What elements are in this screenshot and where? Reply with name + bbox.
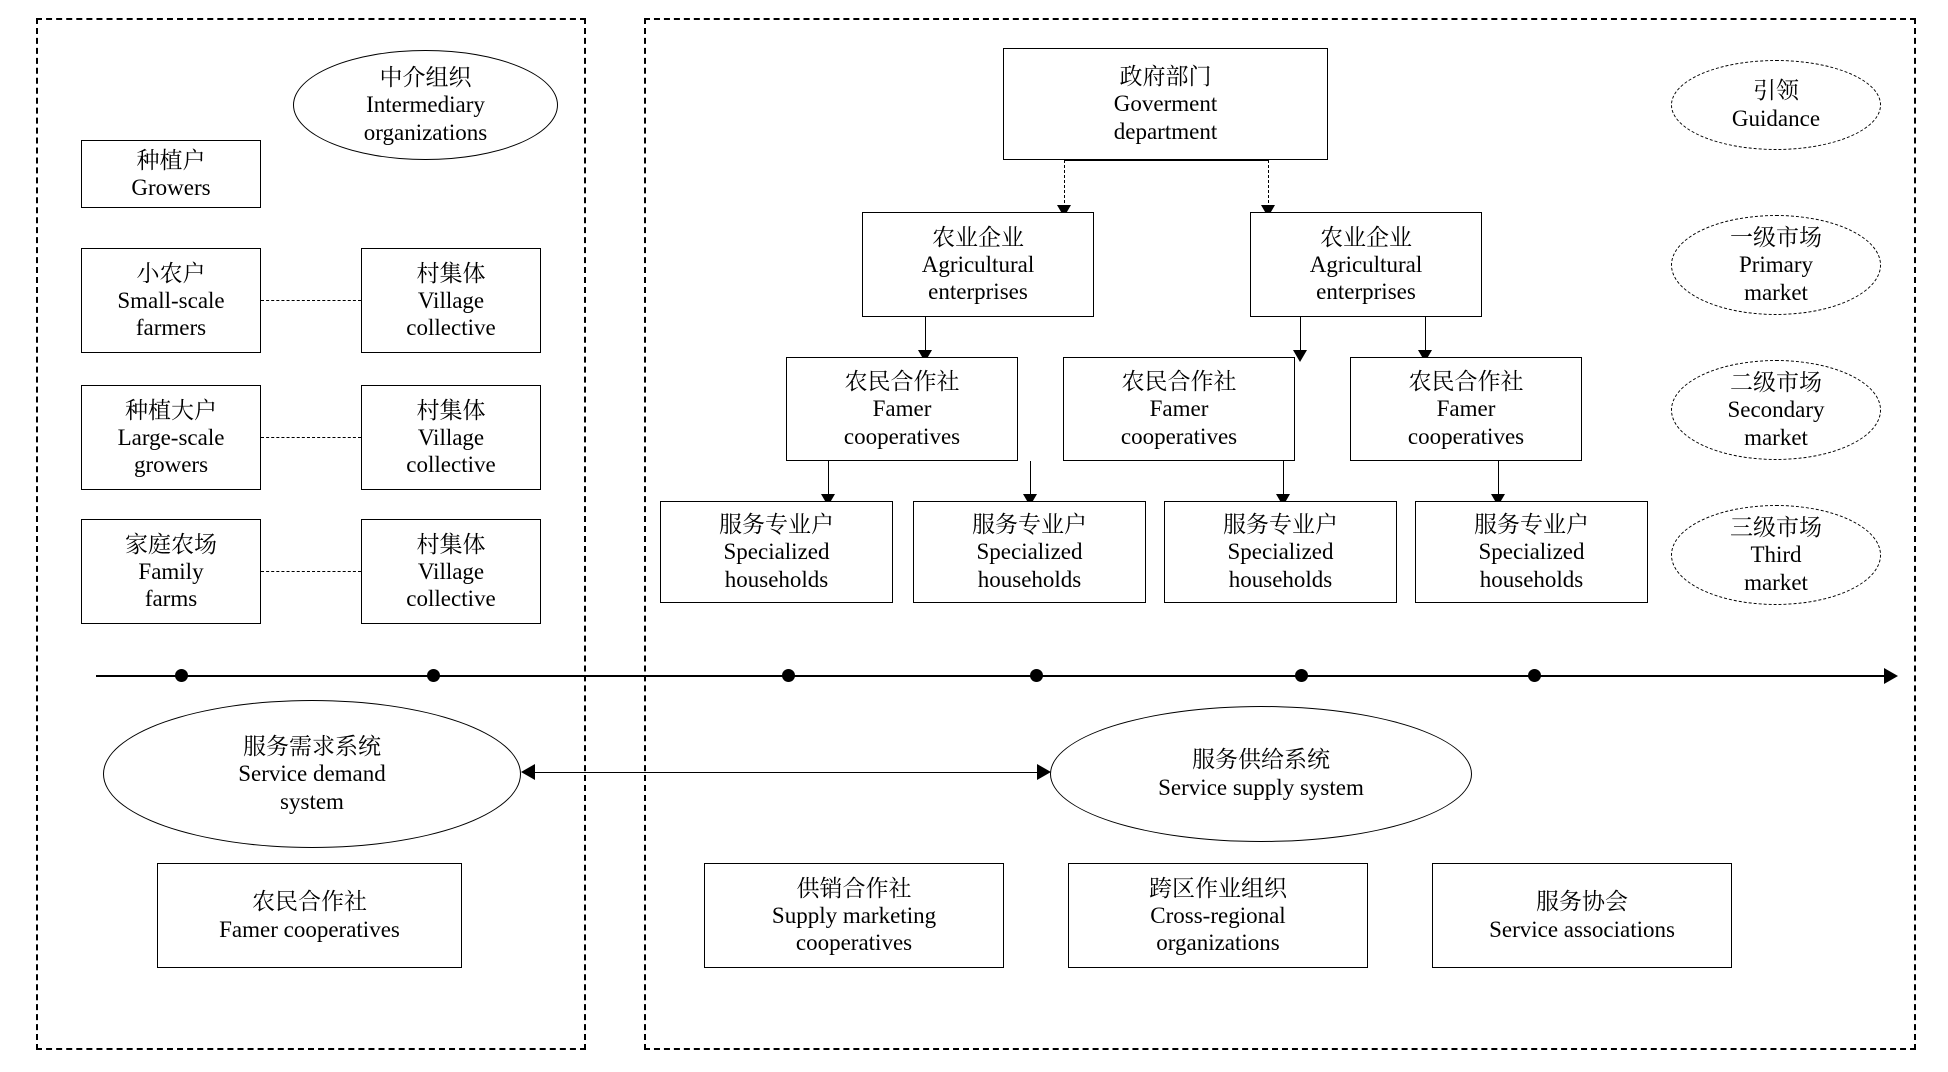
service-associations-en1: Service associations: [1489, 916, 1675, 942]
secondary-market-cn: 二级市场: [1730, 369, 1822, 395]
third-market-cn: 三级市场: [1730, 514, 1822, 540]
family-farms-en1: Family: [138, 558, 204, 584]
large-scale-growers-cn: 种植大户: [125, 397, 217, 423]
specialized-households-4-en2: households: [1479, 566, 1584, 592]
village-collective-2-node: [361, 385, 541, 490]
village-collective-1-cn: 村集体: [416, 260, 486, 286]
service-associations-node: [1432, 863, 1732, 968]
timeline-axis-arrow: [1884, 668, 1898, 684]
village-collective-3-node: [361, 519, 541, 624]
agricultural-enterprises-2-en1: Agricultural: [1309, 251, 1423, 277]
farmer-cooperatives-2-en2: cooperatives: [1120, 423, 1238, 449]
farmer-cooperatives-demand-node: [157, 863, 462, 968]
growers-en1: Growers: [131, 175, 211, 200]
farmer-cooperatives-1-cn: 农民合作社: [844, 369, 960, 395]
village-collective-1-en1: Village: [417, 287, 485, 313]
axis-dot-4: [1030, 669, 1043, 682]
family-farms-en2: farms: [144, 586, 198, 612]
growers-cn: 种植户: [136, 147, 206, 173]
specialized-households-2-en1: Specialized: [976, 539, 1083, 565]
small-scale-farmers-cn: 小农户: [136, 260, 206, 286]
service-supply-system-en1: Service supply system: [1158, 775, 1364, 800]
specialized-households-1-node: [660, 501, 893, 603]
family-farms-cn: 家庭农场: [125, 531, 217, 557]
agricultural-enterprises-2-cn: 农业企业: [1320, 224, 1412, 250]
demand-supply-connector: [533, 772, 1041, 773]
third-market-en1: Third: [1750, 542, 1802, 568]
guidance-cn: 引领: [1753, 78, 1799, 104]
axis-dot-3: [782, 669, 795, 682]
gov-to-enterprise-2-line: [1268, 160, 1269, 208]
specialized-households-1-en1: Specialized: [723, 539, 830, 565]
farmer-cooperatives-2-node: [1063, 357, 1295, 461]
primary-market-marker: [1671, 215, 1881, 315]
small-scale-farmers-en1: Small-scale: [117, 287, 225, 313]
specialized-households-3-en2: households: [1228, 566, 1333, 592]
service-demand-system-en1: Service demand: [238, 761, 386, 787]
agricultural-enterprises-1-en1: Agricultural: [921, 251, 1035, 277]
village-collective-3-cn: 村集体: [416, 531, 486, 557]
specialized-households-3-node: [1164, 501, 1397, 603]
cross-regional-organizations-cn: 跨区作业组织: [1149, 875, 1287, 901]
specialized-households-3-en1: Specialized: [1227, 539, 1334, 565]
specialized-households-4-en1: Specialized: [1478, 539, 1585, 565]
farmer-cooperatives-3-en1: Famer: [1436, 396, 1496, 422]
village-collective-1-en2: collective: [406, 315, 496, 341]
farmer-cooperatives-demand-cn: 农民合作社: [252, 889, 367, 915]
primary-market-en1: Primary: [1738, 252, 1814, 278]
farmer-cooperatives-demand-en1: Famer cooperatives: [219, 916, 400, 942]
agricultural-enterprises-1-en2: enterprises: [928, 279, 1028, 305]
intermediary-organizations-en1: Intermediary: [366, 92, 485, 118]
supply-marketing-cooperatives-node: [704, 863, 1004, 968]
large-scale-growers-en1: Large-scale: [117, 424, 225, 450]
farmer-cooperatives-1-en2: cooperatives: [843, 423, 961, 449]
specialized-households-2-node: [913, 501, 1146, 603]
farmer-cooperatives-3-node: [1350, 357, 1582, 461]
farmer-cooperatives-2-cn: 农民合作社: [1121, 369, 1237, 395]
service-demand-system-node: [103, 700, 521, 848]
supply-marketing-cooperatives-en1: Supply marketing: [771, 902, 937, 928]
primary-market-cn: 一级市场: [1730, 224, 1822, 250]
axis-dot-2: [427, 669, 440, 682]
specialized-households-1-cn: 服务专业户: [719, 512, 834, 538]
intermediary-organizations-cn: 中介组织: [379, 64, 472, 90]
secondary-market-en1: Secondary: [1727, 397, 1825, 423]
demand-supply-arrow-right: [1037, 764, 1051, 780]
service-supply-system-cn: 服务供给系统: [1192, 747, 1330, 773]
service-demand-system-cn: 服务需求系统: [243, 733, 381, 759]
government-department-en2: department: [1113, 118, 1218, 144]
large-scale-growers-en2: growers: [133, 452, 209, 478]
service-associations-cn: 服务协会: [1536, 889, 1628, 915]
specialized-households-2-en2: households: [977, 566, 1082, 592]
farmer-cooperatives-3-en2: cooperatives: [1407, 423, 1525, 449]
connector-large-growers-village: [261, 437, 361, 438]
small-scale-farmers-en2: farmers: [135, 315, 207, 341]
farmer-cooperatives-3-cn: 农民合作社: [1408, 369, 1524, 395]
connector-family-farms-village: [261, 571, 361, 572]
axis-dot-1: [175, 669, 188, 682]
government-department-node: [1003, 48, 1328, 160]
agricultural-enterprises-1-node: [862, 212, 1094, 317]
village-collective-1-node: [361, 248, 541, 353]
cross-regional-organizations-en1: Cross-regional: [1150, 902, 1286, 928]
intermediary-organizations-en2: organizations: [363, 119, 488, 145]
supply-marketing-cooperatives-cn: 供销合作社: [796, 875, 912, 901]
agricultural-enterprises-1-cn: 农业企业: [932, 224, 1024, 250]
village-collective-2-en1: Village: [417, 424, 485, 450]
agricultural-enterprises-2-node: [1250, 212, 1482, 317]
demand-supply-arrow-left: [521, 764, 535, 780]
specialized-households-4-cn: 服务专业户: [1474, 512, 1589, 538]
cross-regional-organizations-en2: organizations: [1156, 930, 1280, 956]
village-collective-2-cn: 村集体: [416, 397, 486, 423]
family-farms-node: [81, 519, 261, 624]
government-department-cn: 政府部门: [1119, 64, 1212, 90]
gov-to-enterprise-1-line: [1064, 160, 1065, 208]
third-market-marker: [1671, 505, 1881, 605]
axis-dot-5: [1295, 669, 1308, 682]
axis-dot-6: [1528, 669, 1541, 682]
service-supply-system-node: [1050, 706, 1472, 842]
government-department-en1: Goverment: [1113, 91, 1218, 117]
third-market-en2: market: [1744, 569, 1808, 595]
secondary-market-en2: market: [1744, 424, 1808, 450]
connector-small-farmers-village: [261, 300, 361, 301]
village-collective-3-en2: collective: [406, 586, 496, 612]
gov-branch-horizontal: [1064, 160, 1268, 161]
growers-node: [81, 140, 261, 208]
enterprise2-to-coop2-arrow: [1293, 350, 1307, 362]
small-scale-farmers-node: [81, 248, 261, 353]
primary-market-en2: market: [1744, 279, 1808, 305]
specialized-households-1-en2: households: [724, 566, 829, 592]
agricultural-enterprises-2-en2: enterprises: [1316, 279, 1416, 305]
intermediary-organizations-node: [293, 50, 558, 160]
secondary-market-marker: [1671, 360, 1881, 460]
cross-regional-organizations-node: [1068, 863, 1368, 968]
farmer-cooperatives-1-en1: Famer: [872, 396, 932, 422]
timeline-axis: [96, 675, 1886, 677]
specialized-households-3-cn: 服务专业户: [1223, 512, 1338, 538]
farmer-cooperatives-1-node: [786, 357, 1018, 461]
farmer-cooperatives-2-en1: Famer: [1149, 396, 1209, 422]
service-demand-system-en2: system: [280, 788, 344, 814]
large-scale-growers-node: [81, 385, 261, 490]
guidance-marker: [1671, 60, 1881, 150]
village-collective-3-en1: Village: [417, 558, 485, 584]
specialized-households-2-cn: 服务专业户: [972, 512, 1087, 538]
specialized-households-4-node: [1415, 501, 1648, 603]
guidance-en1: Guidance: [1731, 106, 1821, 131]
village-collective-2-en2: collective: [406, 452, 496, 478]
supply-marketing-cooperatives-en2: cooperatives: [795, 930, 913, 956]
